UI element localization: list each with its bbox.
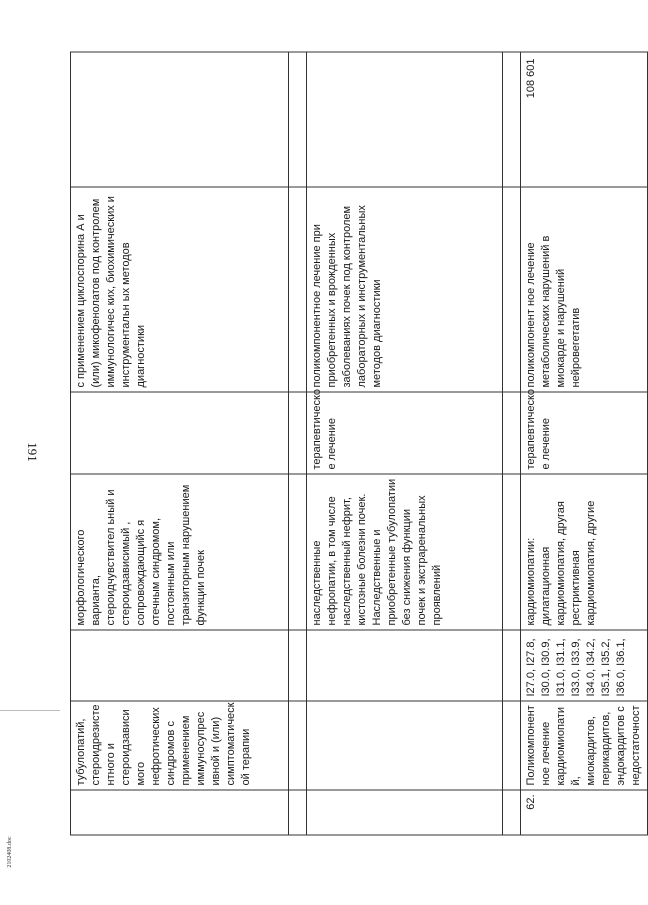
cell-treatment-method: поликомпонентное лечение при приобретенных и врожденных заболеваниях почек под контролем лабораторных и инструментальных методов диагностики [307,187,503,392]
table-row [307,52,503,835]
cell-treatment-profile: тубулопатий, стероидрезисте нтного и стероидзависи мого нефротических синдромов с применением иммуносупрес ивной и (или) симптоматическ ой терапии [71,701,289,790]
cell-icd-codes [71,630,289,701]
table-row [521,52,648,835]
cell-number: 62. [521,790,648,835]
cell-patient-model: кардиомиопатии: дилатационная кардиомиопатия, другая рестриктивная кардиомиопатия, другие [521,474,648,630]
table-separator-row [503,52,521,835]
cell-patient-model: наследственные нефропатии, в том числе наследственный нефрит, кистозные болезни почек. Наследственные и приобретенные тубулопатии без снижения функции почек и экстраренальных проявлений [307,474,503,630]
page-number: 191 [25,442,40,462]
margin-rule [0,710,60,711]
table-row [71,52,289,835]
cell-icd-codes: I27.0, I27.8, I30.0, I30.9, I31.0, I31.1, I33.0, I33.9, I34.0, I34.2, I35.1, I35.2, I36.0, I36.1, [521,630,648,701]
cell-treatment-method: с применением циклоспорина А и (или) микофенолатов под контролем иммунологичес ких, биохимических и инструментальн ых методов диагностики [71,187,289,392]
cell-cost: 108 601 [521,52,648,187]
cell-treatment-type [71,392,289,474]
cell-patient-model: морфологического варианта, стероидчувствител ьный и стероидзависимый , сопровождающийс я отечным синдромом, постоянным или транзиторным нарушением функции почек [71,474,289,630]
cell-icd-codes [307,630,503,701]
cell-treatment-type: терапевтическо е лечение [307,392,503,474]
cell-treatment-profile [307,701,503,790]
cell-number [307,790,503,835]
table-separator-row [289,52,307,835]
cell-number [71,790,289,835]
rotated-page-content [70,53,642,836]
cell-treatment-profile: Поликомпонент ное лечение кардиомиопати й, миокардитов, перикардитов, эндокардитов с недостаточност [521,701,648,790]
cell-cost [71,52,289,187]
footer-filename: 2102408.doc [7,836,13,868]
medical-care-table [70,52,648,836]
cell-treatment-type: терапевтическо е лечение [521,392,648,474]
cell-treatment-method: поликомпонент ное лечение метаболических нарушений в миокарде и нарушений нейровегетатив [521,187,648,392]
cell-cost [307,52,503,187]
